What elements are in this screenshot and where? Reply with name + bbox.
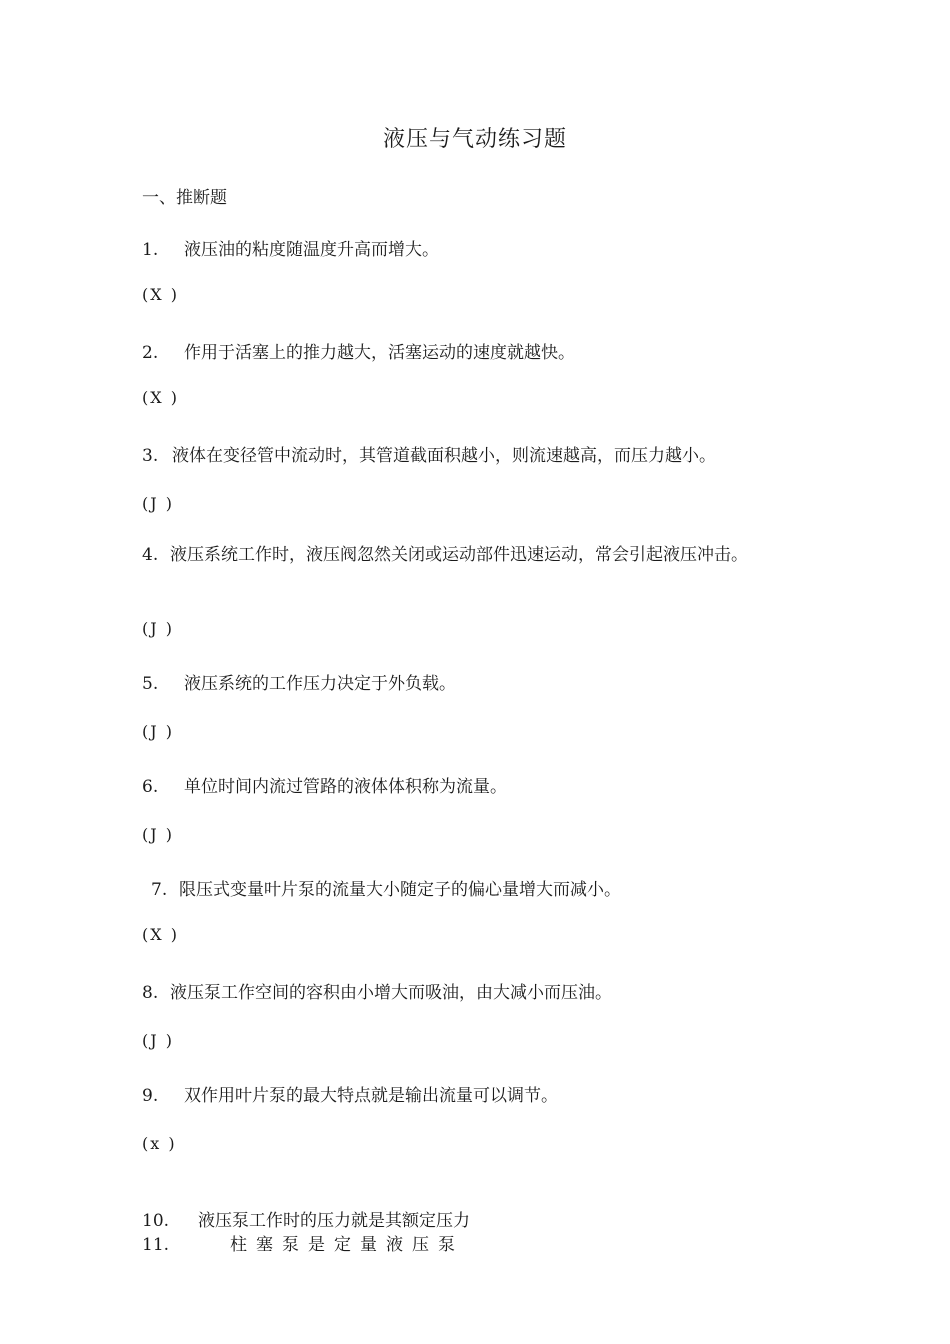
answer-8: (J )	[142, 1031, 174, 1050]
question-text: 液压油的粘度随温度升高而增大。	[184, 240, 439, 260]
question-number: 3.	[142, 446, 159, 466]
question-text: 柱塞泵是定量液压泵	[230, 1235, 464, 1255]
question-number: 6.	[142, 777, 159, 797]
question-text: 限压式变量叶片泵的流量大小随定子的偏心量增大而减小。	[179, 880, 621, 900]
question-9	[142, 1081, 558, 1106]
question-text: 液压泵工作空间的容积由小增大而吸油，由大减小而压油。	[170, 983, 612, 1003]
question-number: 9.	[142, 1086, 159, 1106]
question-number: 10.	[142, 1211, 170, 1231]
question-text: 液体在变径管中流动时，其管道截面积越小，则流速越高，而压力越小。	[172, 446, 716, 466]
question-number: 1.	[142, 240, 159, 260]
question-number: 11.	[142, 1235, 170, 1255]
question-5	[142, 669, 456, 694]
question-11	[142, 1230, 464, 1255]
question-number: 7.	[151, 880, 168, 900]
question-text: 液压系统工作时，液压阀忽然关闭或运动部件迅速运动，常会引起液压冲击。	[170, 545, 748, 565]
question-number: 4.	[142, 545, 159, 565]
answer-4: (J )	[142, 619, 174, 638]
question-1	[142, 235, 439, 260]
answer-3: (J )	[142, 494, 174, 513]
question-text: 单位时间内流过管路的液体体积称为流量。	[184, 777, 507, 797]
question-text: 双作用叶片泵的最大特点就是输出流量可以调节。	[184, 1086, 558, 1106]
question-text: 液压系统的工作压力决定于外负载。	[184, 674, 456, 694]
question-2	[142, 338, 575, 363]
question-7	[151, 875, 621, 900]
question-8	[142, 978, 612, 1003]
answer-6: (J )	[142, 825, 174, 844]
question-number: 8.	[142, 983, 159, 1003]
answer-2: (X )	[142, 388, 179, 407]
question-text: 液压泵工作时的压力就是其额定压力	[198, 1211, 470, 1231]
answer-9: (x )	[142, 1134, 177, 1153]
question-10	[142, 1206, 470, 1231]
question-4	[142, 544, 792, 566]
answer-7: (X )	[142, 925, 179, 944]
answer-5: (J )	[142, 722, 174, 741]
question-3	[142, 441, 716, 466]
document-title: 液压与气动练习题	[382, 127, 567, 152]
question-number: 5.	[142, 674, 159, 694]
question-text: 作用于活塞上的推力越大，活塞运动的速度就越快。	[184, 343, 575, 363]
answer-1: (X )	[142, 285, 179, 304]
question-number: 2.	[142, 343, 159, 363]
question-6	[142, 772, 507, 797]
section-heading: 一、推断题	[142, 188, 227, 208]
